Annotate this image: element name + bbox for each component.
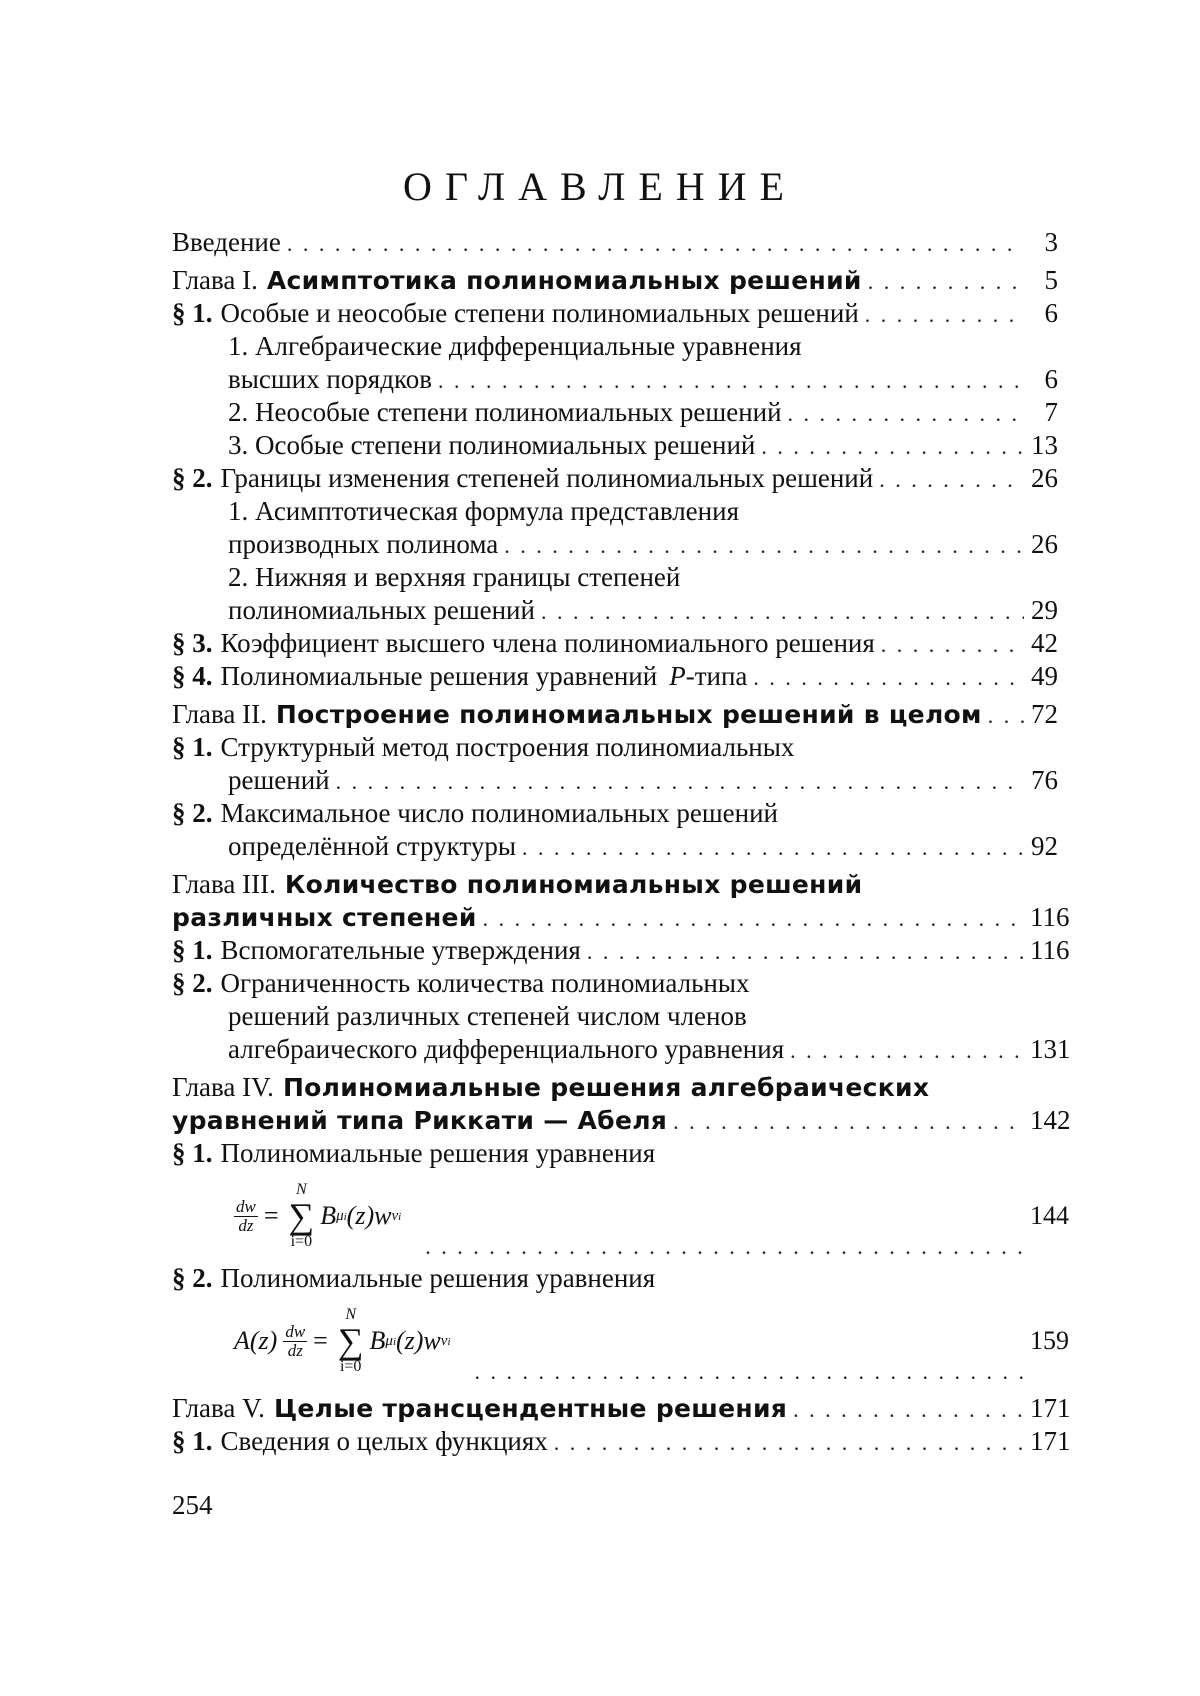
dot-leader: [554, 1428, 1024, 1458]
page-title: ОГЛАВЛЕНИЕ: [403, 164, 797, 209]
section-title: решений различных степеней числом членов: [228, 1001, 747, 1031]
page-ref: 159: [1030, 1326, 1069, 1355]
page-ref: 6: [1044, 298, 1058, 328]
page-ref: 142: [1030, 1105, 1071, 1135]
chapter-prefix: Глава I.: [172, 265, 258, 295]
subsection-title: 1. Асимптотическая формула представления: [228, 496, 739, 526]
dot-leader: [881, 630, 1024, 660]
equals-sign: =: [263, 1201, 279, 1230]
chapter-prefix: Глава IV.: [172, 1072, 274, 1102]
toc-chapter-4-continued: [172, 1104, 1071, 1137]
toc-chapter-5: [172, 1392, 1071, 1425]
toc-chapter-2: [172, 698, 1058, 731]
toc-section-continued: [172, 830, 1058, 863]
dot-leader: [287, 229, 1024, 259]
section-title: определённой структуры: [228, 831, 516, 861]
fraction: $\frac{dw}{dz}$: [236, 1196, 256, 1235]
dot-leader: [541, 597, 1024, 627]
dot-leader: [522, 833, 1024, 863]
math-symbol: P: [669, 661, 686, 691]
section-number: § 1.: [172, 935, 213, 965]
section-title: Полиномиальные решения уравнения: [220, 1263, 656, 1293]
section-title: Вспомогательные утверждения: [220, 935, 581, 965]
dot-leader: [753, 663, 1024, 693]
chapter-prefix: Глава III.: [172, 869, 276, 899]
section-number: § 1.: [172, 1426, 213, 1456]
section-number: § 1.: [172, 298, 213, 328]
chapter-title: Количество полиномиальных решений: [284, 870, 863, 899]
chapter-title: Асимптотика полиномиальных решений: [266, 266, 862, 295]
toc-section: [172, 462, 1058, 495]
toc-subsection-continued: [172, 528, 1058, 561]
page-ref: 116: [1030, 935, 1070, 965]
dot-leader: [988, 701, 1024, 731]
section-number: § 1.: [172, 1138, 213, 1168]
summation: N ∑ i=0: [288, 1181, 315, 1250]
toc-subsection: [172, 561, 1058, 594]
page-ref: 171: [1030, 1426, 1071, 1456]
toc-section-continued: [172, 1033, 1071, 1066]
toc-section: [172, 967, 1058, 1000]
section-title: алгебраического дифференциального уравнения: [228, 1034, 785, 1064]
chapter-title: Целые трансцендентные решения: [273, 1394, 788, 1423]
page-ref: 171: [1030, 1393, 1071, 1423]
summation: N ∑ i=0: [337, 1306, 364, 1375]
toc-section: [172, 1425, 1071, 1458]
page-ref: 6: [1044, 364, 1058, 394]
section-number: § 3.: [172, 628, 213, 658]
section-title: Границы изменения степеней полиномиальных решений: [220, 463, 874, 493]
chapter-title: Построение полиномиальных решений в целом: [275, 700, 982, 729]
chapter-title: уравнений типа Риккати — Абеля: [172, 1106, 668, 1135]
dot-leader: [788, 399, 1024, 429]
toc-section: [172, 731, 1058, 764]
toc-subsection-continued: [172, 363, 1058, 396]
dot-leader: [475, 1357, 1024, 1387]
toc-subsection: [172, 495, 1058, 528]
page-ref: 7: [1044, 397, 1058, 427]
chapter-prefix: Глава V.: [172, 1393, 265, 1423]
toc-chapter-3: [172, 868, 1058, 901]
dot-leader: [790, 1036, 1024, 1066]
section-title: решений: [228, 765, 330, 795]
subsection-title: высших порядков: [228, 364, 432, 394]
toc-section: [172, 660, 1058, 693]
page-ref: 144: [1030, 1201, 1069, 1230]
section-title: Полиномиальные решения уравнения: [220, 1138, 656, 1168]
section-title: Особые и неособые степени полиномиальных решений: [220, 298, 859, 328]
toc-section: [172, 1262, 1058, 1295]
toc-formula-entry: [172, 1295, 1069, 1387]
toc-section: [172, 934, 1070, 967]
fraction: $\frac{dw}{dz}$: [285, 1321, 306, 1360]
section-number: § 2.: [172, 798, 213, 828]
subsection-title: 1. Алгебраические дифференциальные уравнения: [228, 331, 802, 361]
toc-section: [172, 1137, 1058, 1170]
dot-leader: [761, 432, 1024, 462]
page-ref: 26: [1031, 463, 1058, 493]
toc-subsection: [172, 330, 1058, 363]
dot-leader: [336, 767, 1024, 797]
page-ref: 29: [1031, 595, 1058, 625]
equation: A(z) $\frac{dw}{dz}$ = N ∑ i=0 B μi (z)w νi: [234, 1306, 451, 1375]
dot-leader: [425, 1232, 1024, 1262]
equals-sign: =: [313, 1326, 328, 1355]
dot-leader: [438, 366, 1024, 396]
toc-section-continued: [172, 764, 1058, 797]
toc-chapter-3-continued: [172, 901, 1070, 934]
section-title-suffix: -типа: [685, 661, 748, 691]
chapter-prefix: Глава II.: [172, 699, 267, 729]
toc-entry-introduction: [172, 226, 1058, 259]
dot-leader: [673, 1107, 1024, 1137]
subsection-title: полиномиальных решений: [228, 595, 535, 625]
section-number: § 2.: [172, 463, 213, 493]
section-title: Полиномиальные решения уравнений: [220, 661, 658, 691]
page-ref: 131: [1030, 1034, 1071, 1064]
section-number: § 1.: [172, 732, 213, 762]
toc-section: [172, 797, 1058, 830]
subsection-title: 2. Неособые степени полиномиальных решений: [228, 397, 782, 427]
toc-section: [172, 297, 1058, 330]
section-number: § 4.: [172, 661, 213, 691]
section-number: § 2.: [172, 968, 213, 998]
toc-subsection: [172, 429, 1058, 462]
subsection-title: производных полинома: [228, 529, 499, 559]
dot-leader: [587, 937, 1024, 967]
subsection-title: 2. Нижняя и верхняя границы степеней: [228, 562, 681, 592]
table-of-contents: [172, 226, 1071, 1458]
section-title: Структурный метод построения полиномиальных: [220, 732, 795, 762]
toc-chapter-1: [172, 264, 1058, 297]
dot-leader: [879, 465, 1024, 495]
page-ref: 92: [1031, 831, 1058, 861]
page-ref: 72: [1031, 699, 1058, 729]
toc-subsection: [172, 396, 1058, 429]
toc-formula-entry: [172, 1170, 1069, 1262]
dot-leader: [868, 267, 1024, 297]
page-ref: 26: [1031, 529, 1058, 559]
page-ref: 42: [1031, 628, 1058, 658]
toc-section-continued: [172, 1000, 1058, 1033]
subsection-title: 3. Особые степени полиномиальных решений: [228, 430, 756, 460]
toc-section: [172, 627, 1058, 660]
dot-leader: [865, 300, 1024, 330]
toc-chapter-4: [172, 1071, 1058, 1104]
chapter-title: различных степеней: [172, 903, 477, 932]
dot-leader: [483, 904, 1024, 934]
section-title: Сведения о целых функциях: [220, 1426, 548, 1456]
page-ref: 13: [1031, 430, 1058, 460]
section-title: Максимальное число полиномиальных решений: [220, 798, 778, 828]
page-ref: 49: [1031, 661, 1058, 691]
page-ref: 3: [1044, 227, 1058, 257]
page-number: 254: [172, 1490, 213, 1520]
page-ref: 116: [1030, 902, 1070, 932]
dot-leader: [793, 1395, 1024, 1425]
entry-label: Введение: [172, 227, 281, 257]
page-ref: 5: [1044, 265, 1058, 295]
page-ref: 76: [1031, 765, 1058, 795]
dot-leader: [504, 531, 1024, 561]
section-title: Коэффициент высшего члена полиномиального решения: [220, 628, 875, 658]
equation: $\frac{dw}{dz}$ = N ∑ i=0 B μi (z)w νi: [236, 1181, 402, 1250]
section-number: § 2.: [172, 1263, 213, 1293]
section-title: Ограниченность количества полиномиальных: [220, 968, 750, 998]
chapter-title: Полиномиальные решения алгебраических: [282, 1073, 930, 1102]
toc-subsection-continued: [172, 594, 1058, 627]
